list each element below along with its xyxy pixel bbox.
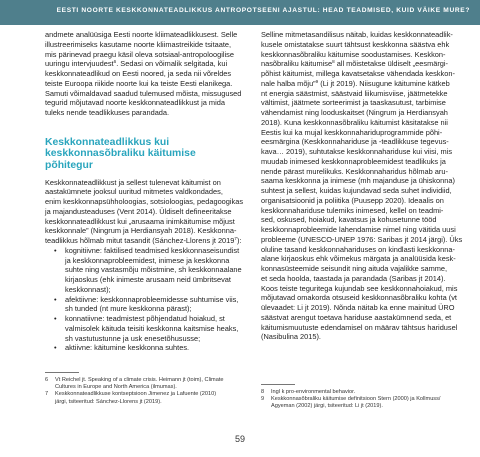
footnote-text: Keskkonnateadlikkuse kontseptsioon Jimenez ja Lafuente (2010) (55, 391, 217, 398)
text-line: konnatiivne: teadmistest põhjendatud hoiakud, st (65, 314, 225, 324)
left-column (45, 30, 244, 353)
footnotes-left (45, 377, 241, 406)
text-line: et seda hoolda, taastada ja parandada (Saribas jt 2014). (261, 273, 446, 283)
footnote-ref: 6 (113, 59, 117, 65)
footnote-number: 6 (45, 377, 49, 383)
running-title: EESTI NOORTE KESKKONNATEADLIKKUS ANTROPOTSEENI AJASTUL: HEAD TEADMISED, KUID VÄIKE MURE? (56, 7, 470, 14)
section-paragraph (45, 177, 244, 246)
text-line: kusele omistatakse suurt tähtsust keskkonna säästva ehk (261, 39, 450, 49)
text-line (261, 79, 457, 89)
text-line: tuleks nende teadlikkuses parandada. (45, 108, 170, 117)
text-line: ja keskkonnaprobleemidest, inimese ja keskkonna (65, 255, 230, 265)
text-line: andmete analüüsiga Eesti noorte kliimateadlikkusest. Selle (45, 30, 238, 39)
text-line: sh tunded (nt mure keskkonna pärast); (65, 304, 192, 314)
list-item (45, 246, 241, 295)
text-line: tegurid mõjutavad noorte keskkonnateadlikkust ja mida (45, 98, 225, 108)
list-item (45, 343, 241, 353)
text-fragment: uuringu intervjuudest (45, 59, 114, 69)
text-line: sed, oskused, hoiakud, kavatsus ja kohusetunne tööd (261, 215, 437, 225)
footnote-text: Agyeman (2002) järgi, tsiteeritud: Li jt (2019). (271, 403, 383, 410)
text-fragment: nale halba mõju” (261, 78, 316, 88)
text-line (45, 236, 241, 246)
text-line: Eestis kui ka mujal keskkonnahariduprogrammide põhi- (261, 127, 443, 137)
footnote-rule-right (261, 384, 295, 385)
text-fragment: all mõistetakse üldiselt „eesmärgi- (334, 59, 449, 69)
page-number: 59 (234, 434, 245, 444)
text-line: keskkonnale” (Ningrum ja Herdiansyah 2018). Keskkonna- (45, 226, 237, 236)
text-line: muudab inimesed keskkonnaprobleemidest teadlikuks ja (261, 156, 446, 166)
footnote-number: 9 (261, 396, 265, 403)
text-line: aktiivne: käitumine keskkonna suhtes. (65, 343, 190, 353)
text-line: suhtest ja sellest, kuidas kujundavad seda suhet individiid, (261, 186, 452, 195)
bullet-icon: • (54, 314, 57, 324)
awareness-levels-list (45, 246, 241, 353)
text-line: oluline tasand keskkonnahariduses on kindlasti keskkonna- (261, 244, 455, 254)
text-line: kirjaoskus (ehk inimeste arusaam neid ümbritsevat (65, 275, 231, 285)
text-line: nende pärast murelikuks. Keskkonnaharidus hõlmab aru- (261, 166, 448, 176)
list-item (45, 314, 241, 343)
footnote (45, 377, 241, 391)
text-line: mõjutavad omakorda otsuseid keskkonnasõbraliku kohta (vt (261, 293, 457, 303)
section-heading (45, 137, 241, 172)
text-fragment: ): (236, 236, 242, 246)
footnote-number: 8 (261, 389, 265, 395)
text-fragment: . Sedasi on võimalik selgitada, kui (116, 59, 228, 69)
text-line: Koos teiste teguritega kujundab see keskkonnahoiakud, mis (261, 283, 458, 293)
running-header-bar (0, 0, 480, 25)
footnote-text: Vt Reichel jt. Speaking of a climate crisis. Heimann jt (toim), Climate (55, 377, 224, 383)
text-line: enim keskkonnapsühholoogias, sotsioloogias, pedagoogikas (45, 197, 244, 207)
text-line: kognitiivne: faktilised teadmised keskkonnaseisundist (65, 245, 240, 255)
text-line: alane kirjaoskus ehk võimekus märgata ja analüüsida kesk- (261, 254, 456, 264)
bullet-icon: • (54, 343, 57, 353)
text-line: põhist käitumist, millega kavatsetakse vähendada keskkon- (261, 69, 455, 78)
intro-paragraph (45, 30, 241, 118)
text-line: suhte ning vastasmõju mõistmine, sh keskkonnaalane (65, 265, 242, 275)
text-line: saama keskkonna ja inimese (mh majanduse ja ühiskonna) (261, 176, 455, 186)
text-line: keskkonnast); (65, 284, 111, 294)
text-line (45, 59, 241, 69)
text-line: eesmärgina (Keskkonnahariduse ja -teadlikkuse tegevus- (261, 137, 449, 147)
text-line: (Nasibulina 2015). (261, 332, 321, 342)
text-fragment: (Li jt 2019). Niisugune käitumine kätkeb (318, 78, 450, 88)
text-line (261, 59, 457, 69)
text-line: 2018). Kuna keskkonnasõbraliku käitumist käsitatakse nii (261, 117, 448, 127)
right-column (261, 30, 463, 342)
heading-line: põhitegur (45, 159, 93, 171)
footnote-ref: 9 (315, 78, 319, 84)
text-line: keskkonnateadlikkust kui „arusaama inimkäitumise mõjust (45, 216, 235, 226)
text-line: keskkonnateadlikud on Eesti noored, ja seda nii võreldes (45, 69, 232, 78)
text-line: vähendamist ning looduskaitset (Ningrum ja Herdiansyah (261, 108, 448, 117)
text-line: teiste Euroopa riikide noorte kui ka teiste Eesti elanikega. (45, 78, 233, 88)
text-line: ülevaadet: Li jt 2019). Nõnda näitab ka enne mainitud ÜRO (261, 303, 455, 312)
footnote (261, 396, 461, 410)
footnote-number: 7 (45, 391, 49, 398)
text-line: nt energia säästmist, säästvaid liikumisviise, jäätmetekke (261, 88, 448, 98)
footnote (261, 389, 461, 396)
heading-line: keskkonnasõbraliku käitumise (45, 148, 196, 160)
text-line: Keskkonnateadlikkust ja sellest tulenevat käitumist on (45, 177, 221, 187)
text-line: probleeme (UNESCO-UNEP 1976: Saribas jt 2014 järgi). Üks (261, 234, 463, 244)
text-line: keskkonnahariduse tulemiks inimesed, kellel on teadmi- (261, 205, 444, 215)
text-line: sh vastutustunne ja usk enesetõhususse; (65, 333, 201, 343)
heading-line: Keskkonnateadlikkus kui (45, 136, 170, 148)
text-line: organisatsioonid ja poliitika (Puusepp 2020). Ideaalis on (261, 195, 444, 205)
text-line: kava… 2019), suhtutakse keskkonnahariduse kui viisi, mis (261, 147, 453, 156)
text-line: valmisolek käituda teisiti keskkonna kaitsmise heaks, (65, 323, 239, 333)
footnote-ref: 8 (332, 59, 335, 65)
footnote-text: Ingl k pro-environmental behavior. (271, 389, 356, 395)
footnote (45, 391, 241, 405)
text-line: keskkonnaprobleemide lahendamise nimel ning väitida uusi (261, 225, 456, 234)
text-line: ja majandusteaduses (Vent 2014). Üldiselt defineeritakse (45, 206, 232, 216)
text-line: vältimist, jäätmete sorteerimist ja taaskasutust, tarbimise (261, 98, 446, 108)
footnote-text: Keskkonnasõbraliku käitumise definitsioon Stern (2000) ja Kollmuss/ (271, 396, 441, 403)
bullet-icon: • (54, 294, 57, 304)
text-line: keskkonnasõbraliku käitumise soodustamises. Keskkon- (261, 49, 446, 59)
text-line: mis pärinevad praegu käsil oleva sotsiaal-antropoloogilise (45, 49, 234, 59)
footnote-text: järgi, tsiteeritud: Sánchez-Llorens jt (2019). (55, 398, 162, 405)
text-line: illustreerimiseks kasutame noorte kliimastreikide tsitaate, (45, 39, 232, 49)
text-line: aastakümnete jooksul uuritud mitmetes valdkondades, (45, 187, 223, 197)
bullet-icon: • (54, 245, 57, 255)
list-item (45, 295, 241, 315)
text-line: Selline mitmetasandilisus näitab, kuidas keskkonnateadlik- (261, 30, 453, 39)
text-line: Samuti võimaldavad saadud tulemused mõista, missugused (45, 88, 242, 98)
footnote-rule-left (45, 372, 79, 373)
footnote-ref: 7 (234, 236, 237, 242)
footnotes-right (261, 389, 461, 411)
body-paragraph (261, 30, 463, 342)
text-line: käitumismuutuste edendamisel on määrav tähtsus haridusel (261, 322, 458, 332)
footnote-text: Cultures in Europe and North America (ilmumas). (55, 384, 177, 391)
text-fragment: nasõbraliku käitumise (261, 59, 333, 69)
text-line: säästvat arengut toetava hariduse aastakümnend seda, et (261, 312, 452, 322)
text-fragment: teadlikkus hõlmab mitut tasandit (Sánchez-Llorens jt 2019 (45, 236, 235, 246)
text-line: konnasüsteemide seisundit ning aituda vajalikke samme, (261, 264, 448, 273)
text-line: afektiivne: keskkonnaprobleemidesse suhtumise viis, (65, 294, 239, 304)
